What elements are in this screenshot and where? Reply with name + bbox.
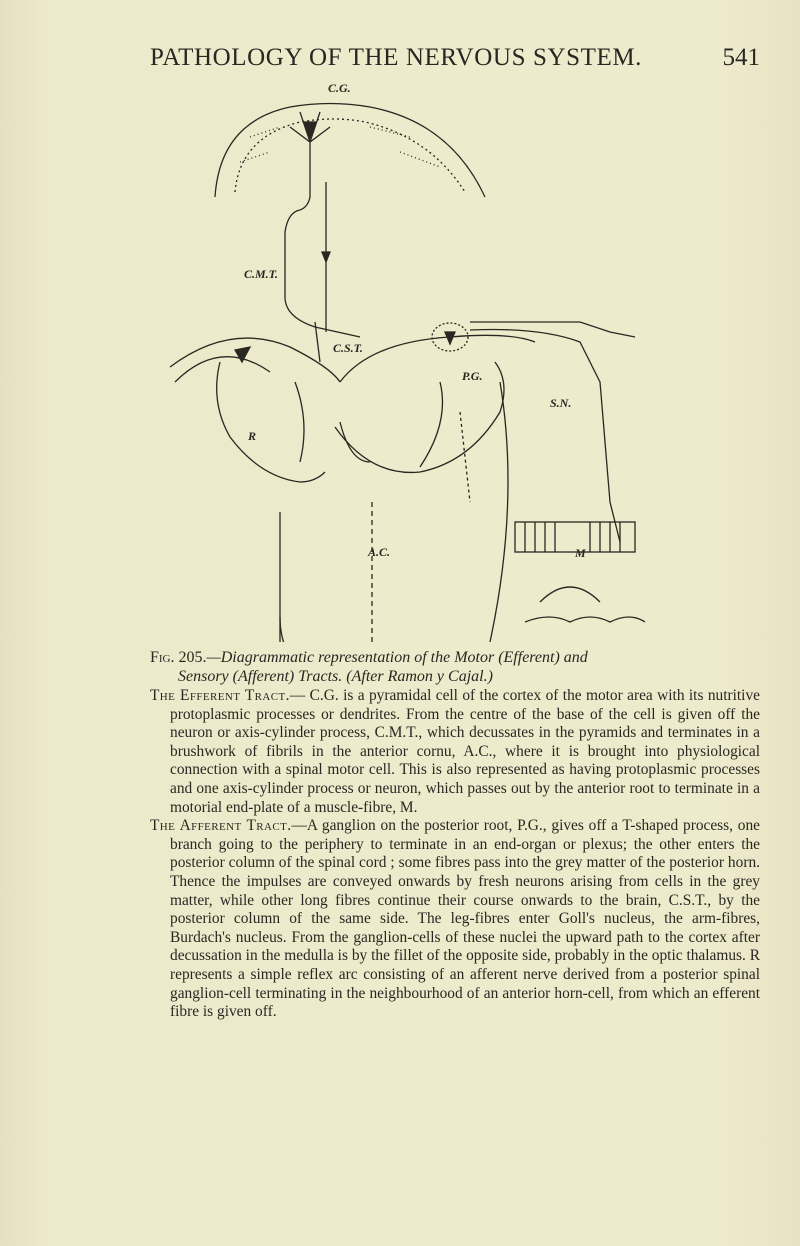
figure-number: Fig. 205. [150,649,207,666]
posterior-column [460,412,470,502]
paragraph-heading: The Efferent Tract. [150,687,290,704]
cord-left [217,362,325,482]
nervous-system-diagram [140,82,660,642]
label-cmt: C.M.T. [244,267,278,281]
medulla-outline-left [170,338,340,382]
paragraph-efferent [150,687,760,817]
end-organ [540,587,600,602]
paragraph-text: — C.G. is a pyramidal cell of the cortex of the motor area with its nutritive protoplasmic processes or dendrites. From the centre of the base of the cell is given off the neuron or axis-cylinder process, C.M.T., which decussates in the pyramids and terminates in a brushwork of fibrils in the anterior cornu, A.C., where it is brought into physiological connection with a spinal motor cell. This is also represented as having protoplasmic processes and one axis-cylinder process or neuron, which passes out by the anterior root to terminate in a motorial end-plate of a muscle-fibre, M. [170,687,760,816]
caption-title-line2: Sensory (Afferent) Tracts. (After Ramon y Cajal.) [178,668,493,685]
cord-bottom [280,617,490,642]
cord-sides [280,382,508,642]
diagram-svg [140,82,660,642]
label-m: M [575,546,586,560]
medulla-outline-right [340,335,535,382]
nerve-descending [470,330,620,543]
paragraph-text: —A ganglion on the posterior root, P.G., gives off a T-shaped process, one branch going to the periphery to terminate in an end-organ or plexus; the other enters the posterior column of the spinal cord ; some fibres pass into the grey matter of the posterior horn. Thence the impulses are conveyed onwards by fresh neurons arising from cells in the grey matter, while other long fibres continue their course onwards to the brain, C.S.T., by the posterior column of the same side. The leg-fibres enter Goll's nucleus, the arm-fibres, Burdach's nucleus. From the ganglion-cells of these nuclei the upward path to the cortex after decussation in the medulla is by the fillet of the opposite side, probably in the optic thalamus. R represents a simple reflex arc consisting of an afferent nerve derived from a posterior spinal ganglion-cell terminating in the neighbourhood of an anterior horn-cell, from which an efferent fibre is given off. [170,817,760,1021]
efferent-fibre [285,157,360,337]
paragraph-heading: The Afferent Tract. [150,817,292,835]
label-cg: C.G. [328,82,351,95]
page-header [150,44,760,74]
label-cst: C.S.T. [333,341,363,355]
ganglion-cell [445,332,455,344]
paragraph-afferent [150,817,760,1022]
cst-cell [322,252,330,262]
label-sn: S.N. [550,396,572,410]
label-r: R [248,429,257,443]
cortex-outline [215,104,485,198]
page-number: 541 [722,44,760,71]
skin-endings [525,617,645,622]
grey-horns [295,382,443,467]
reflex-arc [175,357,270,382]
muscle-striations [525,522,620,552]
label-pg: P.G. [462,369,483,383]
figure-caption [150,648,760,686]
label-ac: A.C. [368,545,391,559]
cortex-dots [240,127,440,167]
body-text [150,687,760,1022]
ac-horn [340,422,370,462]
running-head: PATHOLOGY OF THE NERVOUS SYSTEM. [150,44,643,71]
caption-title: —Diagrammatic representation of the Motor (Efferent) and [206,649,588,666]
